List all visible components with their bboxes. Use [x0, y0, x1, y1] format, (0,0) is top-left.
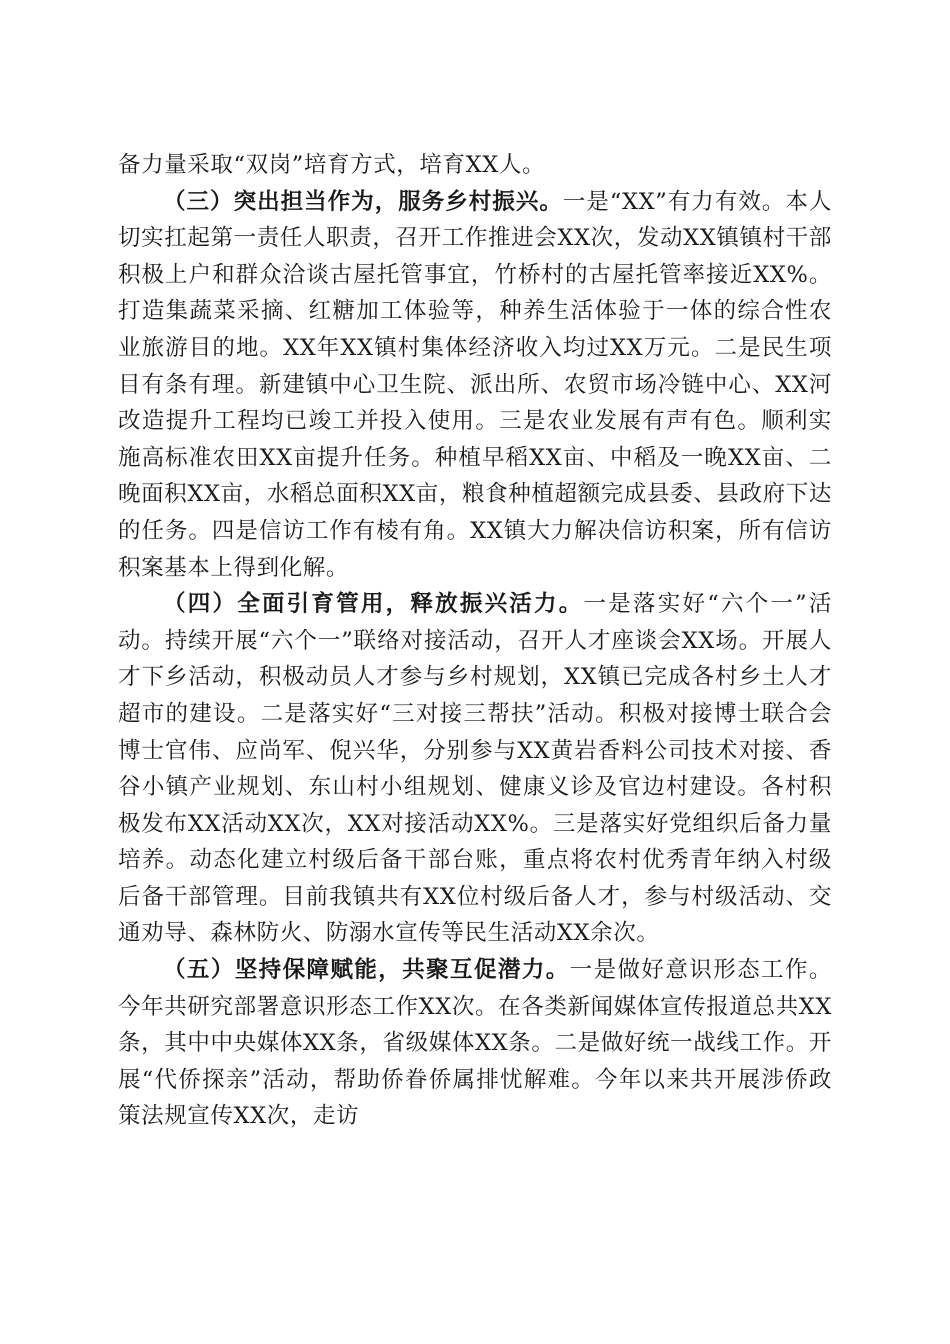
paragraph-continuation: [118, 147, 832, 184]
document-page: [118, 147, 832, 1135]
paragraph-section-3: [118, 184, 832, 587]
paragraph-section-4: [118, 586, 832, 952]
paragraph-body: 一是做好意识形态工作。今年共研究部署意识形态工作XX次。在各类新闻媒体宣传报道总共XX条，其中中央媒体XX条，省级媒体XX条。二是做好统一战线工作。开展“代侨探亲”活动，帮助侨眷侨属排忧解难。今年以来共开展涉侨政策法规宣传XX次，走访: [118, 957, 832, 1130]
section-heading: （五）坚持保障赋能，共聚互促潜力。: [163, 957, 570, 984]
paragraph-body: 一是“XX”有力有效。本人切实扛起第一责任人职责，召开工作推进会XX次，发动XX镇镇村干部积极上户和群众洽谈古屋托管事宜，竹桥村的古屋托管率接近XX%。打造集蔬菜采摘、红糖加工体验等，种养生活体验于一体的综合性农业旅游目的地。XX年XX镇村集体经济收入均过XX万元。二是民生项目有条有理。新建镇中心卫生院、派出所、农贸市场冷链中心、XX河改造提升工程均已竣工并投入使用。三是农业发展有声有色。顺利实施高标准农田XX亩提升任务。种植早稻XX亩、中稻及一晚XX亩、二晚面积XX亩，水稻总面积XX亩，粮食种植超额完成县委、县政府下达的任务。四是信访工作有棱有角。XX镇大力解决信访积案，所有信访积案基本上得到化解。: [118, 188, 833, 581]
section-heading: （四）全面引育管用，释放振兴活力。: [163, 591, 584, 618]
paragraph-body: 一是落实好“六个一”活动。持续开展“六个一”联络对接活动，召开人才座谈会XX场。开展人才下乡活动，积极动员人才参与乡村规划，XX镇已完成各村乡土人才超市的建设。二是落实好“三对接三帮扶”活动。积极对接博士联合会博士官伟、应尚军、倪兴华，分别参与XX黄岩香料公司技术对接、香谷小镇产业规划、东山村小组规划、健康义诊及官边村建设。各村积极发布XX活动XX次，XX对接活动XX%。三是落实好党组织后备力量培养。动态化建立村级后备干部台账，重点将农村优秀青年纳入村级后备干部管理。目前我镇共有XX位村级后备人才，参与村级活动、交通劝导、森林防火、防溺水宣传等民生活动XX余次。: [118, 591, 833, 947]
paragraph-body: 备力量采取“双岗”培育方式，培育XX人。: [118, 152, 546, 178]
section-heading: （三）突出担当作为，服务乡村振兴。: [163, 188, 563, 215]
paragraph-section-5: [118, 952, 832, 1135]
